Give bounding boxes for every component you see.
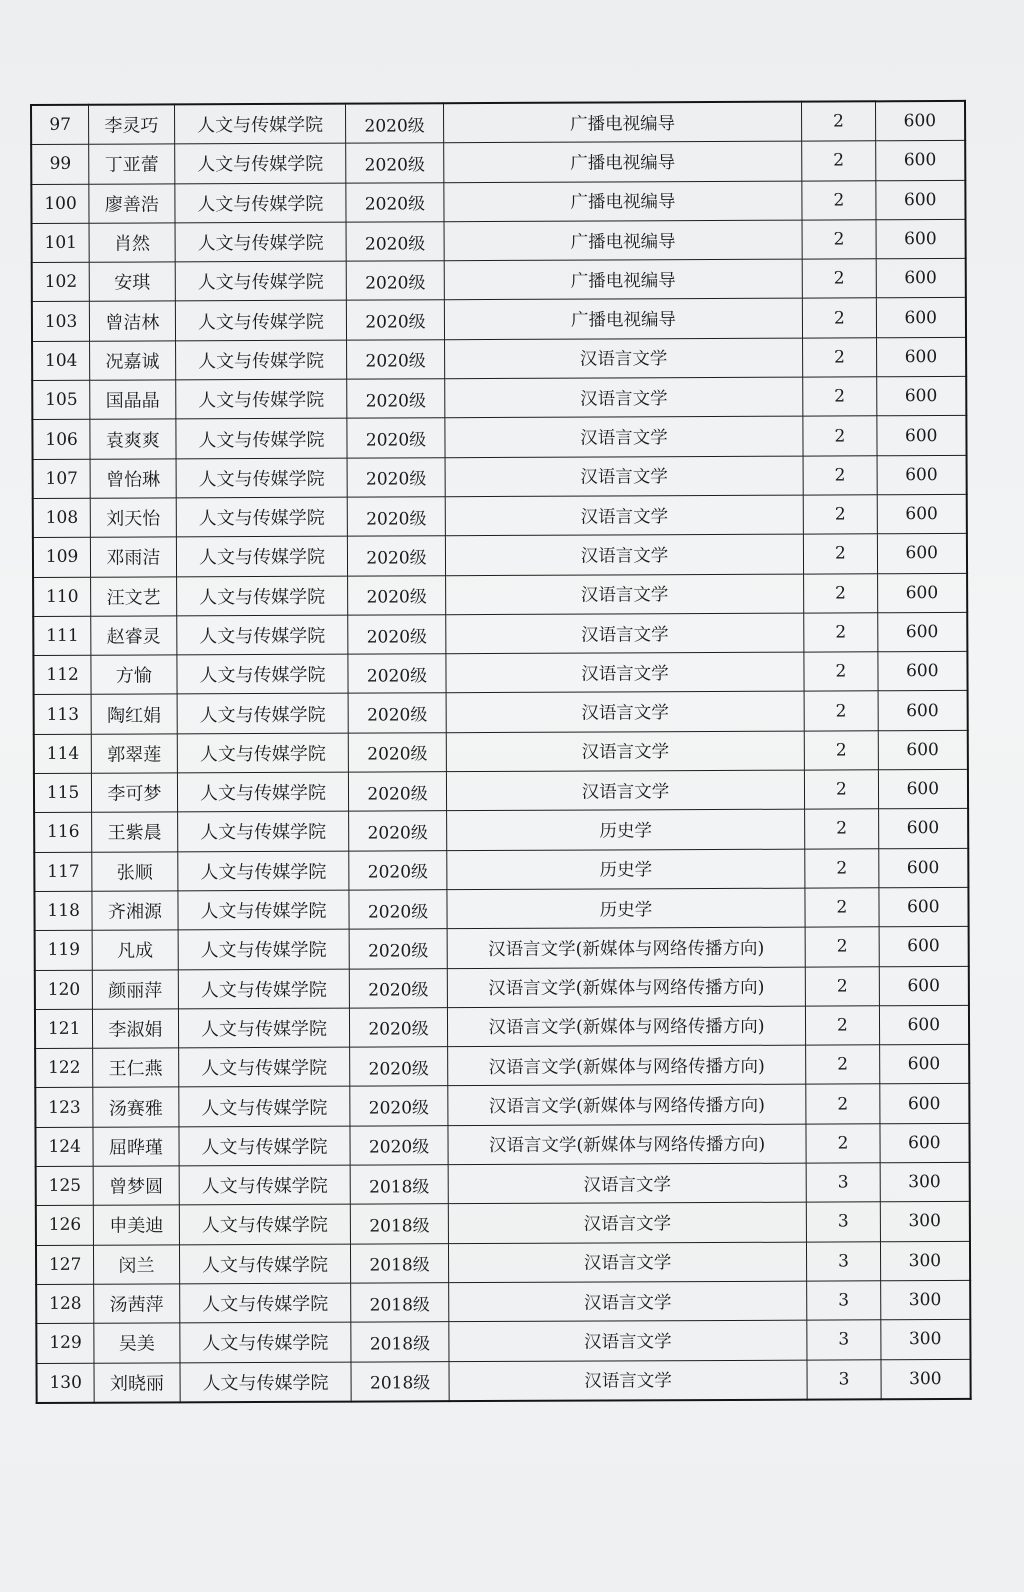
student-name-cell: 李可梦: [92, 773, 178, 813]
award-level-cell: 2: [805, 927, 878, 967]
major-cell: 汉语言文学: [448, 1281, 807, 1322]
college-cell: 人文与传媒学院: [175, 261, 347, 301]
table-row: [32, 219, 966, 262]
award-level-cell: 2: [805, 809, 878, 849]
row-number-cell: 126: [36, 1206, 94, 1246]
college-cell: 人文与传媒学院: [179, 1322, 351, 1362]
major-cell: 广播电视编导: [444, 259, 803, 300]
award-level-cell: 2: [803, 495, 876, 535]
table-row: [35, 1084, 969, 1127]
row-number-cell: 122: [35, 1048, 93, 1088]
college-cell: 人文与传媒学院: [176, 497, 348, 537]
major-cell: 汉语言文学: [448, 1163, 807, 1204]
table-row: [33, 652, 967, 695]
student-name-cell: 赵睿灵: [91, 616, 177, 656]
major-cell: 汉语言文学(新媒体与网络传播方向): [447, 1045, 806, 1086]
award-level-cell: 2: [806, 966, 879, 1006]
major-cell: 广播电视编导: [443, 141, 802, 182]
major-cell: 汉语言文学: [448, 1202, 807, 1243]
student-name-cell: 王紫晨: [92, 812, 178, 852]
amount-cell: 600: [876, 416, 966, 456]
award-level-cell: 3: [807, 1359, 880, 1399]
row-number-cell: 100: [31, 184, 89, 224]
amount-cell: 300: [880, 1320, 970, 1360]
amount-cell: 600: [876, 219, 966, 259]
amount-cell: 300: [880, 1280, 970, 1320]
table-row: [35, 927, 969, 970]
amount-cell: 600: [877, 534, 967, 574]
award-level-cell: 2: [804, 691, 877, 731]
college-cell: 人文与传媒学院: [179, 1126, 351, 1166]
row-number-cell: 117: [34, 852, 92, 892]
grade-year-cell: 2020级: [348, 615, 446, 655]
table-row: [35, 1045, 969, 1088]
award-level-cell: 2: [804, 573, 877, 613]
major-cell: 汉语言文学: [446, 731, 805, 772]
college-cell: 人文与传媒学院: [179, 1165, 351, 1205]
amount-cell: 600: [876, 376, 966, 416]
major-cell: 汉语言文学: [444, 338, 803, 379]
row-number-cell: 116: [34, 813, 92, 853]
major-cell: 汉语言文学: [445, 574, 804, 615]
table-row: [32, 376, 966, 419]
major-cell: 历史学: [447, 888, 806, 929]
row-number-cell: 110: [33, 577, 91, 617]
amount-cell: 600: [877, 612, 967, 652]
major-cell: 汉语言文学: [446, 652, 805, 693]
table-row: [32, 416, 966, 459]
student-name-cell: 郭翠莲: [91, 734, 177, 774]
grade-year-cell: 2020级: [349, 890, 447, 930]
college-cell: 人文与传媒学院: [177, 694, 349, 734]
student-name-cell: 屈晔瑾: [93, 1127, 179, 1167]
grade-year-cell: 2018级: [351, 1322, 449, 1362]
student-name-cell: 王仁燕: [93, 1048, 179, 1088]
student-name-cell: 肖然: [89, 223, 175, 263]
college-cell: 人文与传媒学院: [175, 222, 347, 262]
amount-cell: 600: [878, 769, 968, 809]
major-cell: 汉语言文学(新媒体与网络传播方向): [447, 967, 806, 1008]
major-cell: 历史学: [446, 809, 805, 850]
award-level-cell: 2: [802, 180, 875, 220]
award-level-cell: 2: [805, 770, 878, 810]
grade-year-cell: 2020级: [348, 575, 446, 615]
row-number-cell: 129: [36, 1323, 94, 1363]
amount-cell: 600: [878, 848, 968, 888]
grade-year-cell: 2020级: [347, 379, 445, 419]
award-level-cell: 2: [805, 731, 878, 771]
amount-cell: 600: [879, 966, 969, 1006]
college-cell: 人文与传媒学院: [175, 301, 347, 341]
amount-cell: 600: [878, 691, 968, 731]
row-number-cell: 113: [34, 695, 92, 735]
table-row: [35, 966, 969, 1009]
table-row: [32, 259, 966, 302]
award-level-cell: 2: [803, 338, 876, 378]
table-row: [36, 1241, 970, 1284]
row-number-cell: 114: [34, 734, 92, 774]
table-row: [36, 1202, 970, 1245]
table-row: [33, 573, 967, 616]
major-cell: 汉语言文学: [445, 534, 804, 575]
student-name-cell: 凡成: [92, 930, 178, 970]
student-name-cell: 况嘉诚: [90, 341, 176, 381]
row-number-cell: 121: [35, 1009, 93, 1049]
grade-year-cell: 2020级: [347, 339, 445, 379]
award-level-cell: 2: [806, 1084, 879, 1124]
table-row: [34, 730, 968, 773]
college-cell: 人文与传媒学院: [180, 1362, 352, 1403]
student-name-cell: 廖善浩: [89, 183, 175, 223]
student-name-cell: 李淑娟: [93, 1009, 179, 1049]
grade-year-cell: 2020级: [349, 850, 447, 890]
college-cell: 人文与传媒学院: [177, 851, 349, 891]
college-cell: 人文与传媒学院: [179, 1283, 351, 1323]
college-cell: 人文与传媒学院: [179, 1244, 351, 1284]
grade-year-cell: 2020级: [349, 929, 447, 969]
row-number-cell: 107: [33, 459, 91, 499]
award-level-cell: 2: [804, 652, 877, 692]
major-cell: 汉语言文学: [448, 1242, 807, 1283]
amount-cell: 600: [877, 573, 967, 613]
table-row: [35, 1005, 969, 1048]
row-number-cell: 105: [32, 380, 90, 420]
amount-cell: 600: [875, 101, 965, 141]
grade-year-cell: 2020级: [347, 300, 445, 340]
college-cell: 人文与传媒学院: [175, 418, 347, 458]
major-cell: 汉语言文学: [446, 692, 805, 733]
award-level-cell: 2: [806, 1045, 879, 1085]
major-cell: 汉语言文学: [445, 417, 804, 458]
student-name-cell: 吴美: [94, 1323, 180, 1363]
table-row: [32, 298, 966, 341]
major-cell: 汉语言文学(新媒体与网络传播方向): [448, 1085, 807, 1126]
college-cell: 人文与传媒学院: [176, 576, 348, 616]
college-cell: 人文与传媒学院: [178, 929, 350, 969]
grade-year-cell: 2020级: [349, 732, 447, 772]
table-row: [34, 848, 968, 891]
grade-year-cell: 2018级: [351, 1243, 449, 1283]
student-name-cell: 曾洁林: [90, 301, 176, 341]
college-cell: 人文与传媒学院: [175, 340, 347, 380]
row-number-cell: 128: [36, 1284, 94, 1324]
grade-year-cell: 2018级: [351, 1361, 449, 1401]
award-level-cell: 3: [807, 1281, 880, 1321]
scholarship-table: [30, 100, 972, 1404]
table-row: [34, 769, 968, 812]
amount-cell: 600: [875, 141, 965, 181]
amount-cell: 600: [879, 887, 969, 927]
scholarship-table-wrapper: [30, 100, 972, 1404]
row-number-cell: 102: [32, 262, 90, 302]
award-level-cell: 2: [805, 848, 878, 888]
college-cell: 人文与传媒学院: [176, 536, 348, 576]
row-number-cell: 118: [34, 891, 92, 931]
student-name-cell: 齐湘源: [92, 891, 178, 931]
student-name-cell: 刘天怡: [90, 498, 176, 538]
award-level-cell: 2: [802, 220, 875, 260]
grade-year-cell: 2018级: [351, 1204, 449, 1244]
amount-cell: 300: [880, 1162, 970, 1202]
award-level-cell: 2: [806, 1006, 879, 1046]
award-level-cell: 3: [807, 1202, 880, 1242]
student-name-cell: 安琪: [89, 262, 175, 302]
grade-year-cell: 2020级: [347, 418, 445, 458]
award-level-cell: 3: [806, 1163, 879, 1203]
amount-cell: 600: [876, 337, 966, 377]
row-number-cell: 103: [32, 302, 90, 342]
table-body: [31, 101, 971, 1403]
major-cell: 汉语言文学: [444, 377, 803, 418]
row-number-cell: 115: [34, 773, 92, 813]
student-name-cell: 汤赛雅: [93, 1087, 179, 1127]
major-cell: 汉语言文学(新媒体与网络传播方向): [447, 1006, 806, 1047]
grade-year-cell: 2020级: [347, 261, 445, 301]
college-cell: 人文与传媒学院: [175, 379, 347, 419]
college-cell: 人文与传媒学院: [178, 1008, 350, 1048]
major-cell: 汉语言文学: [446, 770, 805, 811]
table-row: [33, 534, 967, 577]
amount-cell: 300: [880, 1241, 970, 1281]
table-row: [34, 887, 968, 930]
table-row: [36, 1320, 970, 1363]
student-name-cell: 汪文艺: [91, 576, 177, 616]
row-number-cell: 111: [33, 616, 91, 656]
grade-year-cell: 2018级: [351, 1283, 449, 1323]
college-cell: 人文与传媒学院: [178, 890, 350, 930]
student-name-cell: 张顺: [92, 852, 178, 892]
table-row: [33, 494, 967, 537]
row-number-cell: 124: [35, 1127, 93, 1167]
grade-year-cell: 2020级: [346, 103, 444, 143]
student-name-cell: 曾怡琳: [90, 459, 176, 499]
college-cell: 人文与传媒学院: [177, 772, 349, 812]
college-cell: 人文与传媒学院: [176, 615, 348, 655]
amount-cell: 600: [877, 455, 967, 495]
grade-year-cell: 2020级: [350, 1086, 448, 1126]
college-cell: 人文与传媒学院: [178, 1047, 350, 1087]
student-name-cell: 颜丽萍: [93, 969, 179, 1009]
student-name-cell: 陶红娟: [91, 694, 177, 734]
amount-cell: 600: [876, 298, 966, 338]
row-number-cell: 109: [33, 538, 91, 578]
table-row: [31, 141, 965, 184]
grade-year-cell: 2020级: [350, 1047, 448, 1087]
table-row: [31, 180, 965, 223]
amount-cell: 600: [878, 730, 968, 770]
grade-year-cell: 2020级: [348, 497, 446, 537]
grade-year-cell: 2020级: [346, 222, 444, 262]
row-number-cell: 99: [31, 145, 89, 185]
major-cell: 汉语言文学(新媒体与网络传播方向): [448, 1124, 807, 1165]
major-cell: 广播电视编导: [444, 220, 803, 261]
award-level-cell: 2: [803, 377, 876, 417]
table-row: [33, 612, 967, 655]
table-row: [34, 809, 968, 852]
table-row: [31, 101, 965, 145]
student-name-cell: 李灵巧: [89, 104, 175, 144]
row-number-cell: 119: [35, 930, 93, 970]
amount-cell: 600: [878, 809, 968, 849]
row-number-cell: 125: [36, 1166, 94, 1206]
student-name-cell: 曾梦圆: [93, 1166, 179, 1206]
grade-year-cell: 2018级: [350, 1165, 448, 1205]
major-cell: 汉语言文学: [445, 613, 804, 654]
major-cell: 汉语言文学: [445, 456, 804, 497]
student-name-cell: 闵兰: [94, 1244, 180, 1284]
college-cell: 人文与传媒学院: [174, 104, 346, 145]
college-cell: 人文与传媒学院: [177, 733, 349, 773]
table-row: [35, 1123, 969, 1166]
amount-cell: 600: [879, 1045, 969, 1085]
amount-cell: 600: [876, 259, 966, 299]
grade-year-cell: 2020级: [349, 772, 447, 812]
grade-year-cell: 2020级: [348, 654, 446, 694]
student-name-cell: 袁爽爽: [90, 419, 176, 459]
award-level-cell: 2: [803, 416, 876, 456]
award-level-cell: 2: [804, 534, 877, 574]
student-name-cell: 丁亚蕾: [89, 144, 175, 184]
row-number-cell: 127: [36, 1245, 94, 1285]
row-number-cell: 112: [33, 655, 91, 695]
amount-cell: 600: [880, 1123, 970, 1163]
row-number-cell: 106: [32, 420, 90, 460]
grade-year-cell: 2020级: [348, 693, 446, 733]
major-cell: 历史学: [446, 849, 805, 890]
grade-year-cell: 2020级: [346, 182, 444, 222]
amount-cell: 600: [875, 180, 965, 220]
amount-cell: 300: [880, 1202, 970, 1242]
grade-year-cell: 2020级: [350, 1008, 448, 1048]
major-cell: 广播电视编导: [444, 299, 803, 340]
row-number-cell: 97: [31, 105, 89, 145]
amount-cell: 300: [881, 1359, 971, 1399]
row-number-cell: 120: [35, 970, 93, 1010]
major-cell: 广播电视编导: [443, 102, 802, 143]
amount-cell: 600: [879, 927, 969, 967]
student-name-cell: 方愉: [91, 655, 177, 695]
college-cell: 人文与传媒学院: [179, 1204, 351, 1244]
college-cell: 人文与传媒学院: [174, 143, 346, 183]
award-level-cell: 2: [802, 101, 875, 141]
award-level-cell: 2: [802, 259, 875, 299]
table-row: [33, 455, 967, 498]
college-cell: 人文与传媒学院: [176, 654, 348, 694]
award-level-cell: 2: [806, 1124, 879, 1164]
amount-cell: 600: [877, 652, 967, 692]
amount-cell: 600: [879, 1005, 969, 1045]
grade-year-cell: 2020级: [349, 811, 447, 851]
row-number-cell: 123: [35, 1088, 93, 1128]
college-cell: 人文与传媒学院: [178, 969, 350, 1009]
row-number-cell: 104: [32, 341, 90, 381]
award-level-cell: 2: [803, 455, 876, 495]
major-cell: 广播电视编导: [444, 181, 803, 222]
award-level-cell: 3: [807, 1320, 880, 1360]
student-name-cell: 邓雨洁: [91, 537, 177, 577]
student-name-cell: 刘晓丽: [94, 1362, 180, 1402]
major-cell: 汉语言文学: [449, 1360, 808, 1401]
college-cell: 人文与传媒学院: [176, 458, 348, 498]
table-row: [36, 1162, 970, 1205]
table-row: [36, 1359, 970, 1403]
student-name-cell: 国晶晶: [90, 380, 176, 420]
grade-year-cell: 2020级: [346, 143, 444, 183]
grade-year-cell: 2020级: [347, 457, 445, 497]
college-cell: 人文与传媒学院: [174, 183, 346, 223]
amount-cell: 600: [877, 494, 967, 534]
table-row: [32, 337, 966, 380]
student-name-cell: 申美迪: [94, 1205, 180, 1245]
student-name-cell: 汤茜萍: [94, 1284, 180, 1324]
award-level-cell: 3: [807, 1241, 880, 1281]
grade-year-cell: 2020级: [348, 536, 446, 576]
amount-cell: 600: [879, 1084, 969, 1124]
major-cell: 汉语言文学: [445, 495, 804, 536]
table-row: [34, 691, 968, 734]
major-cell: 汉语言文学(新媒体与网络传播方向): [447, 927, 806, 968]
row-number-cell: 101: [32, 223, 90, 263]
award-level-cell: 2: [803, 298, 876, 338]
major-cell: 汉语言文学: [449, 1320, 808, 1361]
grade-year-cell: 2020级: [350, 968, 448, 1008]
row-number-cell: 130: [36, 1363, 94, 1403]
college-cell: 人文与传媒学院: [177, 811, 349, 851]
table-row: [36, 1280, 970, 1323]
row-number-cell: 108: [33, 498, 91, 538]
grade-year-cell: 2020级: [350, 1125, 448, 1165]
college-cell: 人文与传媒学院: [178, 1087, 350, 1127]
award-level-cell: 2: [805, 888, 878, 928]
award-level-cell: 2: [802, 141, 875, 181]
award-level-cell: 2: [804, 613, 877, 653]
